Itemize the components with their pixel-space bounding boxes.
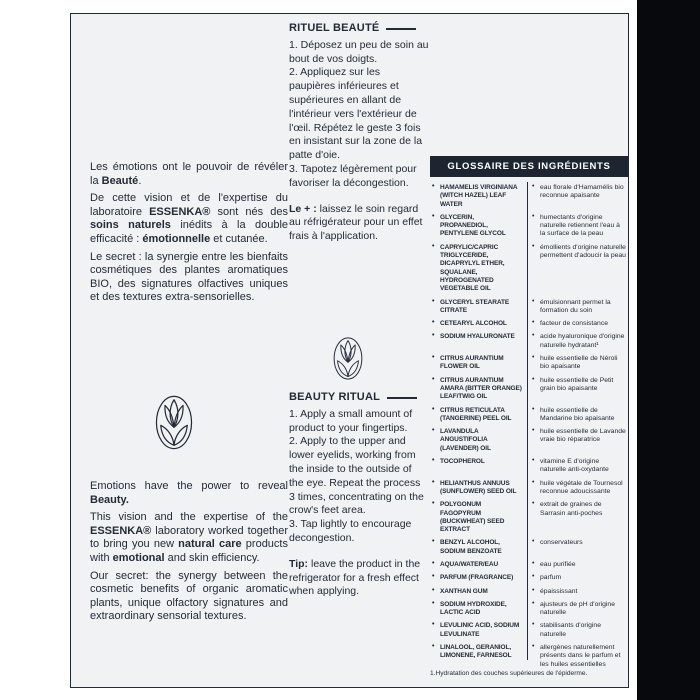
bullet-icon: • — [532, 559, 535, 567]
glossary-desc-text: huile essentielle de Mandarine bio apaisante — [540, 406, 615, 422]
bullet-icon: • — [532, 183, 535, 190]
glossary-desc-text: huile essentielle de Néroli bio apaisante — [540, 355, 618, 371]
bullet-icon: • — [532, 427, 535, 435]
glossary-inci-cell — [430, 601, 527, 618]
glossary-inci-text: GLYCERIN, PROPANEDIOL, PENTYLENE GLYCOL — [440, 213, 506, 238]
glossary-header: GLOSSAIRE DES INGRÉDIENTS — [430, 156, 628, 177]
bullet-icon: • — [532, 643, 535, 651]
glossary-inci-cell — [430, 458, 527, 475]
bullet-icon: • — [532, 538, 535, 546]
glossary-desc-cell — [527, 320, 628, 328]
glossary-inci-text: CITRUS RETICULATA (TANGERINE) PEEL OIL — [440, 406, 512, 422]
glossary-inci-cell — [430, 299, 527, 316]
bullet-icon: • — [532, 332, 535, 340]
glossary-desc-cell — [527, 355, 628, 372]
glossary-desc-cell — [527, 644, 628, 669]
bullet-icon: • — [432, 354, 435, 362]
glossary-row — [430, 588, 628, 596]
ritual-en-title — [289, 391, 429, 405]
bullet-icon: • — [532, 354, 535, 362]
brand-story-en-p3: Our secret: the synergy between the cosmetic benefits of organic aromatic plants, unique olfactory signatures and extraordinary sensorial textures. — [90, 569, 288, 623]
bullet-icon: • — [432, 457, 435, 465]
glossary-desc-text: huile végétale de Tournesol reconnue adoucissante — [540, 479, 623, 495]
ritual-fr-tip: Le + : laissez le soin regard au réfrigérateur pour un effet frais à l'application. — [289, 202, 423, 243]
title-rule — [387, 397, 417, 399]
ritual-fr-title-text: RITUEL BEAUTÉ — [289, 22, 380, 34]
glossary-inci-text: SODIUM HYDROXIDE, LACTIC ACID — [440, 600, 507, 617]
glossary-inci-cell — [430, 377, 527, 402]
bullet-icon: • — [432, 212, 435, 220]
glossary-inci-cell — [430, 588, 527, 596]
glossary-desc-text: huile essentielle de Lavande vraie bio réparatrice — [540, 428, 626, 444]
ritual-en-section — [289, 391, 429, 599]
glossary-footnote: 1.Hydratation des couches supérieures de l'épiderme. — [430, 670, 588, 677]
glossary-row — [430, 622, 628, 639]
glossary-inci-cell — [430, 574, 527, 582]
glossary-desc-cell — [527, 428, 628, 453]
glossary-desc-text: huile essentielle de Petit grain bio apaisante — [540, 376, 614, 392]
glossary-desc-text: facteur de consistance — [540, 320, 609, 328]
bullet-icon: • — [432, 573, 435, 581]
glossary-inci-cell — [430, 539, 527, 556]
glossary-desc-text: épaississant — [540, 587, 578, 595]
glossary-desc-text: émulsionnant permet la formation du soin — [540, 298, 611, 314]
glossary-inci-cell — [430, 501, 527, 534]
glossary-inci-text: PARFUM (FRAGRANCE) — [440, 574, 514, 582]
glossary-row — [430, 333, 628, 350]
ritual-fr-section — [289, 22, 429, 244]
glossary-desc-text: acide hyaluronique d'origine naturelle hydratant¹ — [540, 333, 625, 349]
glossary-desc-cell — [527, 574, 628, 582]
ingredient-glossary — [430, 156, 628, 677]
glossary-inci-cell — [430, 333, 527, 350]
glossary-desc-text: allergènes naturellement présents dans le parfum et les huiles essentielles — [540, 644, 621, 668]
bullet-icon: • — [432, 183, 435, 190]
glossary-inci-cell — [430, 355, 527, 372]
glossary-desc-cell — [527, 622, 628, 639]
glossary-inci-text: POLYGONUM FAGOPYRUM (BUCKWHEAT) SEED EXTRACT — [440, 501, 505, 534]
brand-story-fr — [90, 161, 288, 309]
packaging-panel-main — [70, 13, 629, 688]
glossary-inci-text: CETEARYL ALCOHOL — [440, 320, 507, 328]
bullet-icon: • — [532, 457, 535, 465]
bullet-icon: • — [432, 586, 435, 594]
bullet-icon: • — [432, 599, 435, 607]
bullet-icon: • — [432, 478, 435, 486]
glossary-desc-cell — [527, 561, 628, 569]
glossary-desc-text: émollients d'origine naturelle permettent d'adoucir la peau — [540, 243, 626, 260]
glossary-desc-cell — [527, 588, 628, 596]
bullet-icon: • — [532, 621, 535, 629]
essenka-flower-logo-icon — [155, 395, 193, 450]
bullet-icon: • — [432, 319, 435, 327]
glossary-desc-cell — [527, 458, 628, 475]
glossary-inci-cell — [430, 644, 527, 669]
glossary-row — [430, 299, 628, 316]
glossary-desc-cell — [527, 501, 628, 534]
bullet-icon: • — [532, 405, 535, 413]
glossary-desc-cell — [527, 333, 628, 350]
glossary-desc-text: ajusteurs de pH d'origine naturelle — [540, 600, 615, 617]
glossary-desc-text: extrait de graines de Sarrasin anti-poches — [540, 501, 603, 517]
glossary-row — [430, 320, 628, 328]
ritual-fr-step-2: 2. Appliquez sur les paupières inférieures et supérieures en allant de l'intérieur vers l'extérieur de l'œil. Répétez le geste 3 fois en insistant sur la zone de la patte d'oie. — [289, 66, 423, 162]
bullet-icon: • — [532, 500, 535, 508]
glossary-inci-text: SODIUM HYALURONATE — [440, 333, 515, 341]
glossary-desc-cell — [527, 480, 628, 497]
brand-story-en-p2: This vision and the expertise of the ESSENKA® laboratory worked together to bring you new natural care products with emotional and skin efficiency. — [90, 511, 288, 564]
bullet-icon: • — [432, 405, 435, 413]
brand-story-fr-p3: Le secret : la synergie entre les bienfaits cosmétiques des plantes aromatiques BIO, des signatures olfactives uniques et des textures extra-sensorielles. — [90, 250, 288, 304]
glossary-row — [430, 539, 628, 556]
bullet-icon: • — [532, 573, 535, 581]
glossary-desc-cell — [527, 299, 628, 316]
ritual-en-step-2: 2. Apply to the upper and lower eyelids, working from the inside to the outside of the eye. Repeat the process 3 times, concentrating on the crow's feet area. — [289, 435, 424, 517]
glossary-inci-text: AQUA/WATER/EAU — [440, 560, 499, 568]
lotus-oval-glyph — [333, 336, 363, 381]
bullet-icon: • — [432, 538, 435, 546]
glossary-row — [430, 184, 628, 209]
glossary-row — [430, 601, 628, 618]
ritual-en-step-3: 3. Tap lightly to encourage decongestion. — [289, 518, 412, 544]
glossary-desc-cell — [527, 214, 628, 239]
glossary-row — [430, 574, 628, 582]
glossary-inci-cell — [430, 320, 527, 328]
glossary-inci-cell — [430, 214, 527, 239]
glossary-inci-cell — [430, 480, 527, 497]
glossary-inci-text: XANTHAN GUM — [440, 587, 488, 595]
bullet-icon: • — [532, 212, 535, 220]
glossary-inci-text: CITRUS AURANTIUM FLOWER OIL — [440, 355, 504, 371]
glossary-row — [430, 355, 628, 372]
bullet-icon: • — [432, 297, 435, 305]
glossary-desc-text: eau purifiée — [540, 560, 576, 568]
glossary-row — [430, 480, 628, 497]
glossary-desc-text: parfum — [540, 574, 562, 582]
glossary-inci-cell — [430, 184, 527, 209]
glossary-desc-cell — [527, 407, 628, 424]
glossary-inci-text: HAMAMELIS VIRGINIANA (WITCH HAZEL) LEAF WATER — [440, 184, 518, 208]
ritual-en-tip: Tip: leave the product in the refrigerator for a fresh effect when applying. — [289, 557, 421, 598]
glossary-inci-cell — [430, 407, 527, 424]
bullet-icon: • — [532, 599, 535, 607]
bullet-icon: • — [432, 375, 435, 383]
glossary-desc-text: stabilisants d'origine naturelle — [540, 622, 601, 638]
glossary-desc-cell — [527, 377, 628, 402]
bullet-icon: • — [532, 586, 535, 594]
glossary-inci-cell — [430, 428, 527, 453]
ritual-fr-step-1: 1. Déposez un peu de soin au bout de vos doigts. — [289, 38, 429, 65]
glossary-inci-text: BENZYL ALCOHOL, SODIUM BENZOATE — [440, 539, 502, 555]
glossary-inci-cell — [430, 622, 527, 639]
glossary-desc-cell — [527, 601, 628, 618]
glossary-desc-cell — [527, 184, 628, 209]
brand-story-fr-p1: Les émotions ont le pouvoir de révéler la Beauté. — [90, 161, 288, 187]
brand-story-fr-p2: De cette vision et de l'expertise du laboratoire ESSENKA® sont nés des soins naturels inédits à la double efficacité : émotionnelle et cutanée. — [90, 192, 289, 245]
bullet-icon: • — [532, 478, 535, 486]
ritual-en-title-text: BEAUTY RITUAL — [289, 391, 381, 403]
ritual-en-step-1: 1. Apply a small amount of product to your fingertips. — [289, 407, 413, 434]
glossary-row — [430, 501, 628, 534]
bullet-icon: • — [432, 559, 435, 567]
bullet-icon: • — [532, 375, 535, 383]
packaging-panel-side-dark — [637, 0, 700, 700]
bullet-icon: • — [432, 643, 435, 651]
glossary-inci-text: LAVANDULA ANGUSTIFOLIA (LAVENDER) OIL — [440, 428, 491, 452]
glossary-row — [430, 644, 628, 669]
glossary-row — [430, 377, 628, 402]
brand-story-en-p1: Emotions have the power to reveal Beauty. — [90, 480, 288, 506]
bullet-icon: • — [432, 427, 435, 435]
glossary-row — [430, 244, 628, 294]
glossary-row — [430, 214, 628, 239]
glossary-inci-text: GLYCERYL STEARATE CITRATE — [440, 298, 510, 314]
glossary-desc-cell — [527, 539, 628, 556]
lotus-oval-glyph — [155, 395, 193, 450]
glossary-inci-text: CITRUS AURANTIUM AMARA (BITTER ORANGE) LEAF/TWIG OIL — [440, 376, 522, 401]
glossary-inci-text: LEVULINIC ACID, SODIUM LEVULINATE — [440, 622, 520, 638]
bullet-icon: • — [432, 500, 435, 508]
glossary-desc-text: eau florale d'Hamamélis bio reconnue apaisante — [540, 184, 624, 200]
bullet-icon: • — [532, 319, 535, 327]
glossary-row — [430, 428, 628, 453]
ritual-fr-step-3: 3. Tapotez légèrement pour favoriser la décongestion. — [289, 162, 417, 189]
glossary-desc-text: conservateurs — [540, 539, 583, 547]
glossary-desc-cell — [527, 244, 628, 294]
bullet-icon: • — [532, 297, 535, 305]
glossary-desc-text: vitamine E d'origine naturelle anti-oxydante — [540, 458, 609, 474]
ritual-fr-title — [289, 22, 429, 36]
glossary-row — [430, 458, 628, 475]
glossary-inci-text: LINALOOL, GERANIOL, LIMONENE, FARNESOL — [440, 644, 512, 660]
brand-story-en — [90, 480, 288, 628]
glossary-inci-text: TOCOPHEROL — [440, 458, 485, 466]
glossary-rows — [430, 183, 628, 668]
bullet-icon: • — [432, 242, 435, 250]
glossary-inci-text: HELIANTHUS ANNUUS (SUNFLOWER) SEED OIL — [440, 479, 517, 495]
glossary-inci-text: CAPRYLIC/CAPRIC TRIGLYCERIDE, DICAPRYLYL ETHER, SQUALANE, HYDROGENATED VEGETABLE OIL — [440, 243, 505, 293]
glossary-desc-text: humectants d'origine naturelle retiennent l'eau à la surface de la peau — [540, 213, 620, 238]
essenka-flower-logo-icon-small — [333, 336, 363, 381]
bullet-icon: • — [432, 332, 435, 340]
title-rule — [386, 28, 416, 30]
bullet-icon: • — [432, 621, 435, 629]
glossary-inci-cell — [430, 244, 527, 294]
glossary-row — [430, 407, 628, 424]
glossary-row — [430, 561, 628, 569]
glossary-inci-cell — [430, 561, 527, 569]
bullet-icon: • — [532, 242, 535, 250]
